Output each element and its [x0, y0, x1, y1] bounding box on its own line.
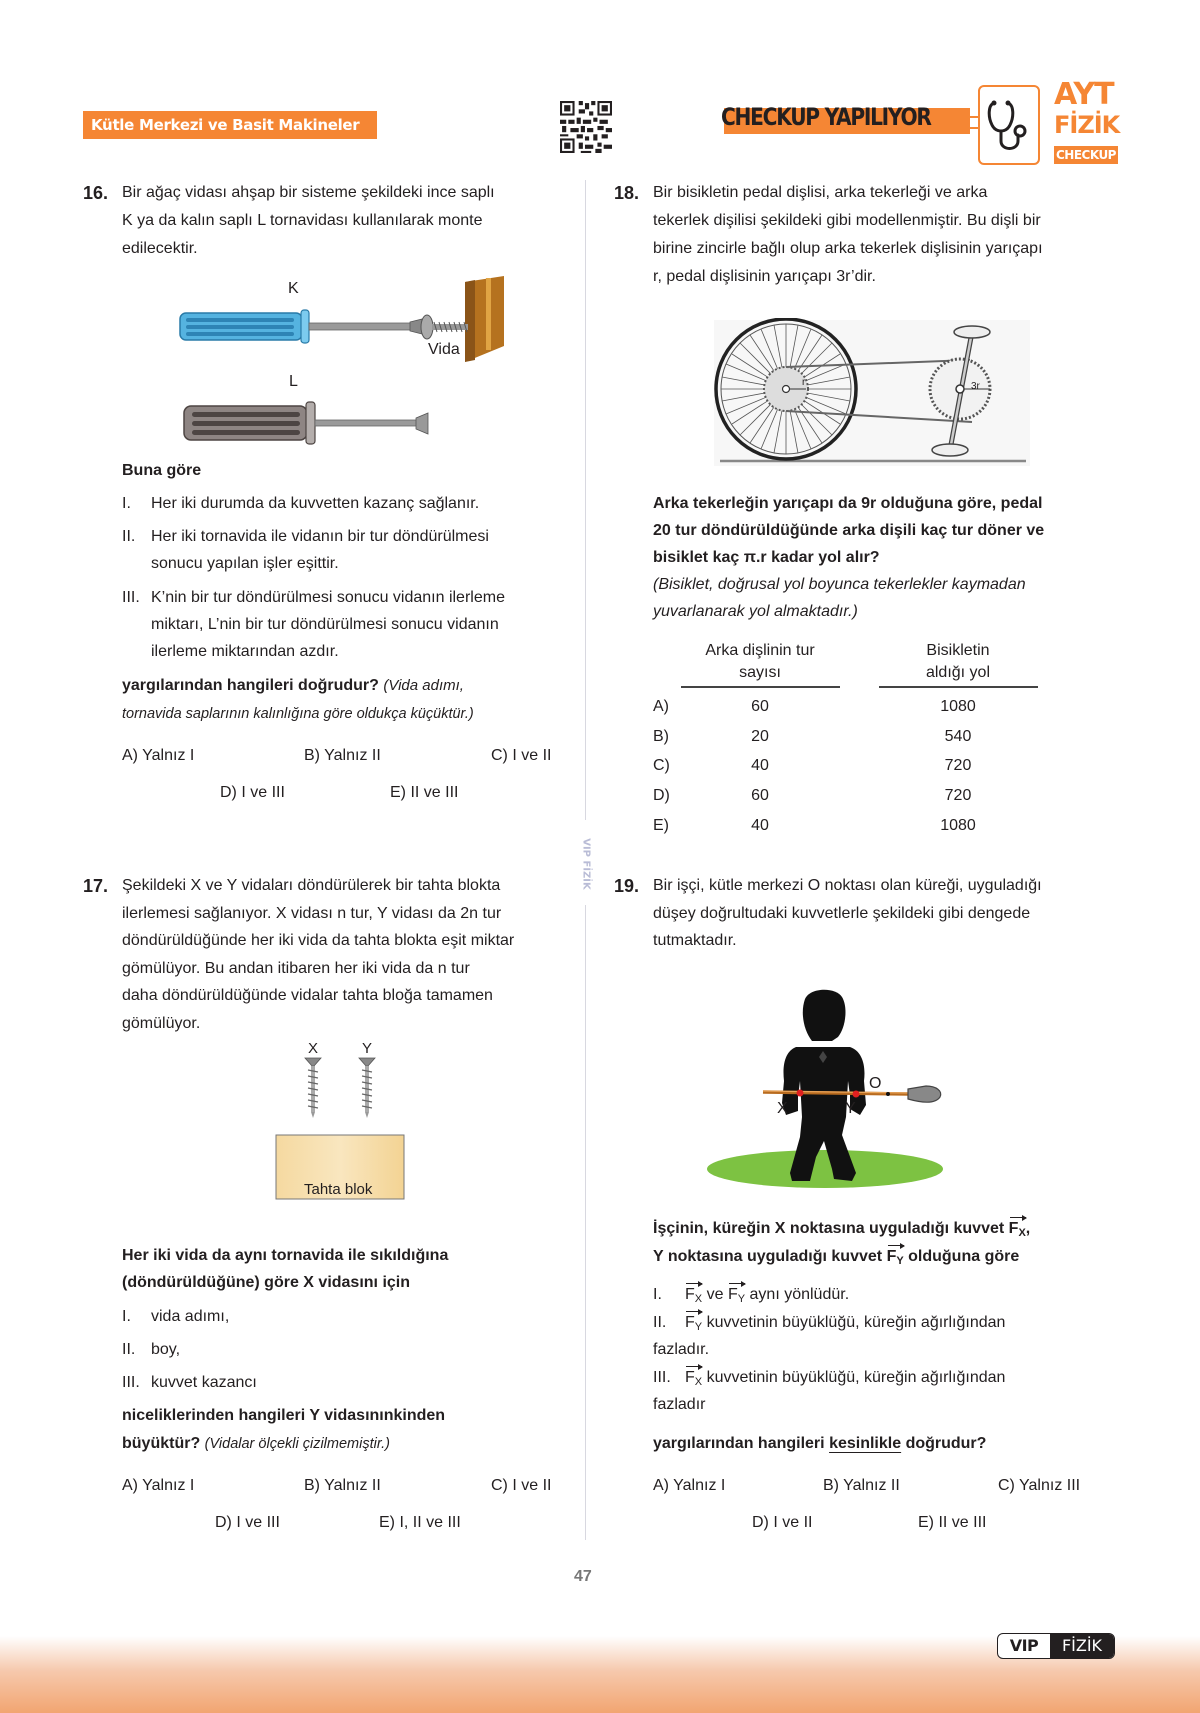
- grass-ground: [707, 1150, 943, 1188]
- question-stem-line: birine zincirle bağlı olup arka tekerlek dişlisinin yarıçapı: [653, 240, 1043, 257]
- question-stem-line: Bir işçi, kütle merkezi O noktası olan küreği, uyguladığı: [653, 877, 1042, 894]
- question-number: 16.: [83, 183, 109, 203]
- wooden-plank: [465, 276, 504, 362]
- row-label: B): [653, 728, 669, 745]
- option-c[interactable]: C) I ve II: [491, 1477, 552, 1494]
- row-label: C): [653, 757, 670, 774]
- row-label: A): [653, 698, 669, 715]
- statement-roman: II.: [653, 1314, 667, 1331]
- question-stem-line: döndürüldüğünde her iki vida da tahta blokta eşit miktar: [122, 932, 515, 949]
- question-lead: Y noktasına uyguladığı kuvvet $F_Y$ olduğuna göre: [653, 1248, 1020, 1267]
- stethoscope-icon: [980, 87, 1038, 163]
- option-b[interactable]: B) Yalnız II: [304, 1477, 381, 1494]
- brand-fizik: FİZİK: [1054, 111, 1120, 139]
- question-stem-line: gömülüyor. Bu andan itibaren her iki vida da n tur: [122, 960, 470, 977]
- row-turns: 40: [751, 757, 769, 774]
- question-lead: İşçinin, küreğin X noktasına uyguladığı kuvvet $F_X$,: [653, 1220, 1031, 1239]
- statement-roman: I.: [122, 1308, 131, 1325]
- label-vida: Vida: [428, 341, 460, 358]
- vip-fizik-logo: VIP FİZİK: [997, 1633, 1115, 1659]
- checkup-banner-text: CHECKUP YAPILIYOR: [721, 103, 931, 131]
- statement-roman: II.: [122, 1341, 136, 1358]
- table-header-rule: [879, 686, 1038, 688]
- rear-wheel: [716, 319, 856, 459]
- option-a[interactable]: A) Yalnız I: [122, 747, 195, 764]
- statement-text: fazladır.: [653, 1341, 710, 1358]
- brand-checkup-badge: CHECKUP: [1054, 146, 1118, 164]
- emphasis-word: kesinlikle: [829, 1435, 902, 1452]
- option-d[interactable]: D) I ve II: [752, 1514, 813, 1531]
- row-distance: 720: [944, 757, 972, 774]
- table-header-rule: [681, 686, 840, 688]
- row-label: E): [653, 817, 669, 834]
- statement-roman: III.: [653, 1369, 671, 1386]
- label-o: O: [869, 1075, 882, 1092]
- option-e[interactable]: E) II ve III: [390, 784, 459, 801]
- statement-text: Her iki durumda da kuvvetten kazanç sağlanır.: [151, 495, 480, 512]
- statement-text: Her iki tornavida ile vidanın bir tur döndürülmesi: [151, 528, 489, 545]
- force-fy: $F_Y$: [886, 1248, 904, 1267]
- screwdriver-figure: [170, 272, 510, 452]
- worker-shovel-figure: [700, 985, 950, 1190]
- question-prompt: [122, 1435, 390, 1453]
- statement-text: vida adımı,: [151, 1308, 230, 1325]
- question-prompt: [122, 677, 464, 695]
- label-y: Y: [362, 1040, 373, 1057]
- label-k: K: [288, 280, 299, 297]
- question-text: niceliklerinden hangileri Y vidasınınkinden: [122, 1407, 446, 1424]
- row-turns: 40: [751, 817, 769, 834]
- question-note: (Vidalar ölçekli çizilmemiştir.): [204, 1436, 390, 1452]
- topic-banner: [83, 111, 377, 139]
- statement-roman: III.: [122, 589, 140, 606]
- question-stem-line: edilecektir.: [122, 240, 198, 257]
- question-stem-line: tekerlek dişilisi şekildeki gibi modellenmiştir. Bu dişli bir: [653, 212, 1041, 229]
- question-stem-line: tutmaktadır.: [653, 932, 737, 949]
- statement-text: kuvvet kazancı: [151, 1374, 257, 1391]
- option-d[interactable]: D) I ve III: [215, 1514, 280, 1531]
- statement-text: $F_Y$ kuvvetinin büyüklüğü, küreğin ağırlığından: [685, 1314, 1006, 1333]
- row-distance: 1080: [940, 817, 976, 834]
- question-lead: Buna göre: [122, 462, 202, 479]
- question-text: büyüktür?: [122, 1435, 201, 1452]
- question-text: yargılarından hangileri doğrudur?: [122, 677, 379, 694]
- question-stem-line: r, pedal dişlisinin yarıçapı 3r’dir.: [653, 268, 876, 285]
- table-header-distance: Bisikletin aldığı yol: [925, 642, 991, 681]
- side-watermark: VIP FİZİK: [580, 838, 592, 890]
- question-note: (Bisiklet, doğrusal yol boyunca tekerlekler kaymadan: [653, 576, 1026, 593]
- question-text: yargılarından hangileri kesinlikle doğrudur?: [653, 1435, 987, 1452]
- question-stem-line: Bir bisikletin pedal dişlisi, arka tekerleği ve arka: [653, 184, 988, 201]
- option-e[interactable]: E) I, II ve III: [379, 1514, 461, 1531]
- row-label: D): [653, 787, 670, 804]
- question-number: 18.: [614, 183, 640, 203]
- question-text: 20 tur döndürüldüğünde arka dişili kaç tur döner ve: [653, 522, 1045, 539]
- option-b[interactable]: B) Yalnız II: [823, 1477, 900, 1494]
- row-distance: 720: [944, 787, 972, 804]
- screw-y: [359, 1058, 375, 1118]
- label-y: Y: [845, 1100, 856, 1117]
- stethoscope-badge: [978, 85, 1040, 165]
- question-note: (Vida adımı,: [383, 677, 464, 694]
- statement-text: ilerleme miktarından azdır.: [151, 643, 339, 660]
- brand-ayt: AYT: [1054, 77, 1114, 112]
- question-stem-line: gömülüyor.: [122, 1015, 201, 1032]
- question-text: bisiklet kaç π.r kadar yol alır?: [653, 549, 880, 566]
- option-e[interactable]: E) II ve III: [918, 1514, 987, 1531]
- question-stem-line: Bir ağaç vidası ahşap bir sisteme şekildeki ince saplı: [122, 184, 495, 201]
- question-note-cont: tornavida saplarının kalınlığına göre oldukça küçüktür.): [122, 706, 474, 722]
- label-r: r: [802, 377, 806, 388]
- screw-x: [305, 1058, 321, 1118]
- column-divider: [585, 905, 586, 1540]
- option-a[interactable]: A) Yalnız I: [653, 1477, 726, 1494]
- statement-text: $F_X$ ve $F_Y$ aynı yönlüdür.: [685, 1286, 850, 1305]
- row-distance: 1080: [940, 698, 976, 715]
- table-header-turns: Arka dişlinin tur sayısı: [705, 642, 815, 681]
- label-x: X: [308, 1040, 319, 1057]
- label-tahta-blok: Tahta blok: [304, 1181, 373, 1198]
- label-x: X: [777, 1100, 788, 1117]
- statement-text: K’nin bir tur döndürülmesi sonucu vidanın ilerleme: [151, 589, 505, 606]
- statement-roman: I.: [122, 495, 131, 512]
- statement-text: boy,: [151, 1341, 181, 1358]
- question-number: 17.: [83, 876, 109, 896]
- option-d[interactable]: D) I ve III: [220, 784, 285, 801]
- statement-text: miktarı, L’nin bir tur döndürülmesi sonucu vidanın: [151, 616, 499, 633]
- question-text: Arka tekerleğin yarıçapı da 9r olduğuna göre, pedal: [653, 495, 1043, 512]
- statement-text: $F_X$ kuvvetinin büyüklüğü, küreğin ağırlığından: [685, 1369, 1006, 1388]
- column-divider: [585, 180, 586, 820]
- topic-title: Kütle Merkezi ve Basit Makineler: [91, 116, 360, 134]
- question-lead: Her iki vida da aynı tornavida ile sıkıldığına: [122, 1247, 449, 1264]
- statement-roman: II.: [122, 528, 136, 545]
- question-note: yuvarlanarak yol almaktadır.): [653, 603, 858, 620]
- option-b[interactable]: B) Yalnız II: [304, 747, 381, 764]
- question-stem-line: düşey doğrultudaki kuvvetlerle şekildeki gibi dengede: [653, 905, 1031, 922]
- row-turns: 20: [751, 728, 769, 745]
- label-l: L: [289, 373, 298, 390]
- question-number: 19.: [614, 876, 640, 896]
- qr-code-icon[interactable]: [560, 101, 612, 153]
- question-stem-line: ilerlemesi sağlanıyor. X vidası n tur, Y vidası da 2n tur: [122, 905, 502, 922]
- statement-text: sonucu yapılan işler eşittir.: [151, 555, 339, 572]
- statement-text: fazladır: [653, 1396, 706, 1413]
- row-turns: 60: [751, 698, 769, 715]
- option-c[interactable]: C) Yalnız III: [998, 1477, 1081, 1494]
- row-turns: 60: [751, 787, 769, 804]
- force-fx: $F_X$: [1008, 1220, 1026, 1239]
- label-3r: 3r: [971, 381, 980, 392]
- statement-roman: III.: [122, 1374, 140, 1391]
- question-lead: (döndürüldüğüne) göre X vidasını için: [122, 1274, 410, 1291]
- page-number: 47: [574, 1568, 592, 1585]
- row-distance: 540: [944, 728, 972, 745]
- option-a[interactable]: A) Yalnız I: [122, 1477, 195, 1494]
- option-c[interactable]: C) I ve II: [491, 747, 552, 764]
- question-stem-line: daha döndürüldüğünde vidalar tahta bloğa tamamen: [122, 987, 493, 1004]
- statement-roman: I.: [653, 1286, 662, 1303]
- bicycle-drivetrain-figure: [710, 318, 1035, 468]
- question-stem-line: K ya da kalın saplı L tornavidası kullanılarak monte: [122, 212, 483, 229]
- screwdriver-l: [184, 402, 428, 444]
- screwdriver-k: [180, 310, 468, 343]
- question-stem-line: Şekildeki X ve Y vidaları döndürülerek bir tahta blokta: [122, 877, 501, 894]
